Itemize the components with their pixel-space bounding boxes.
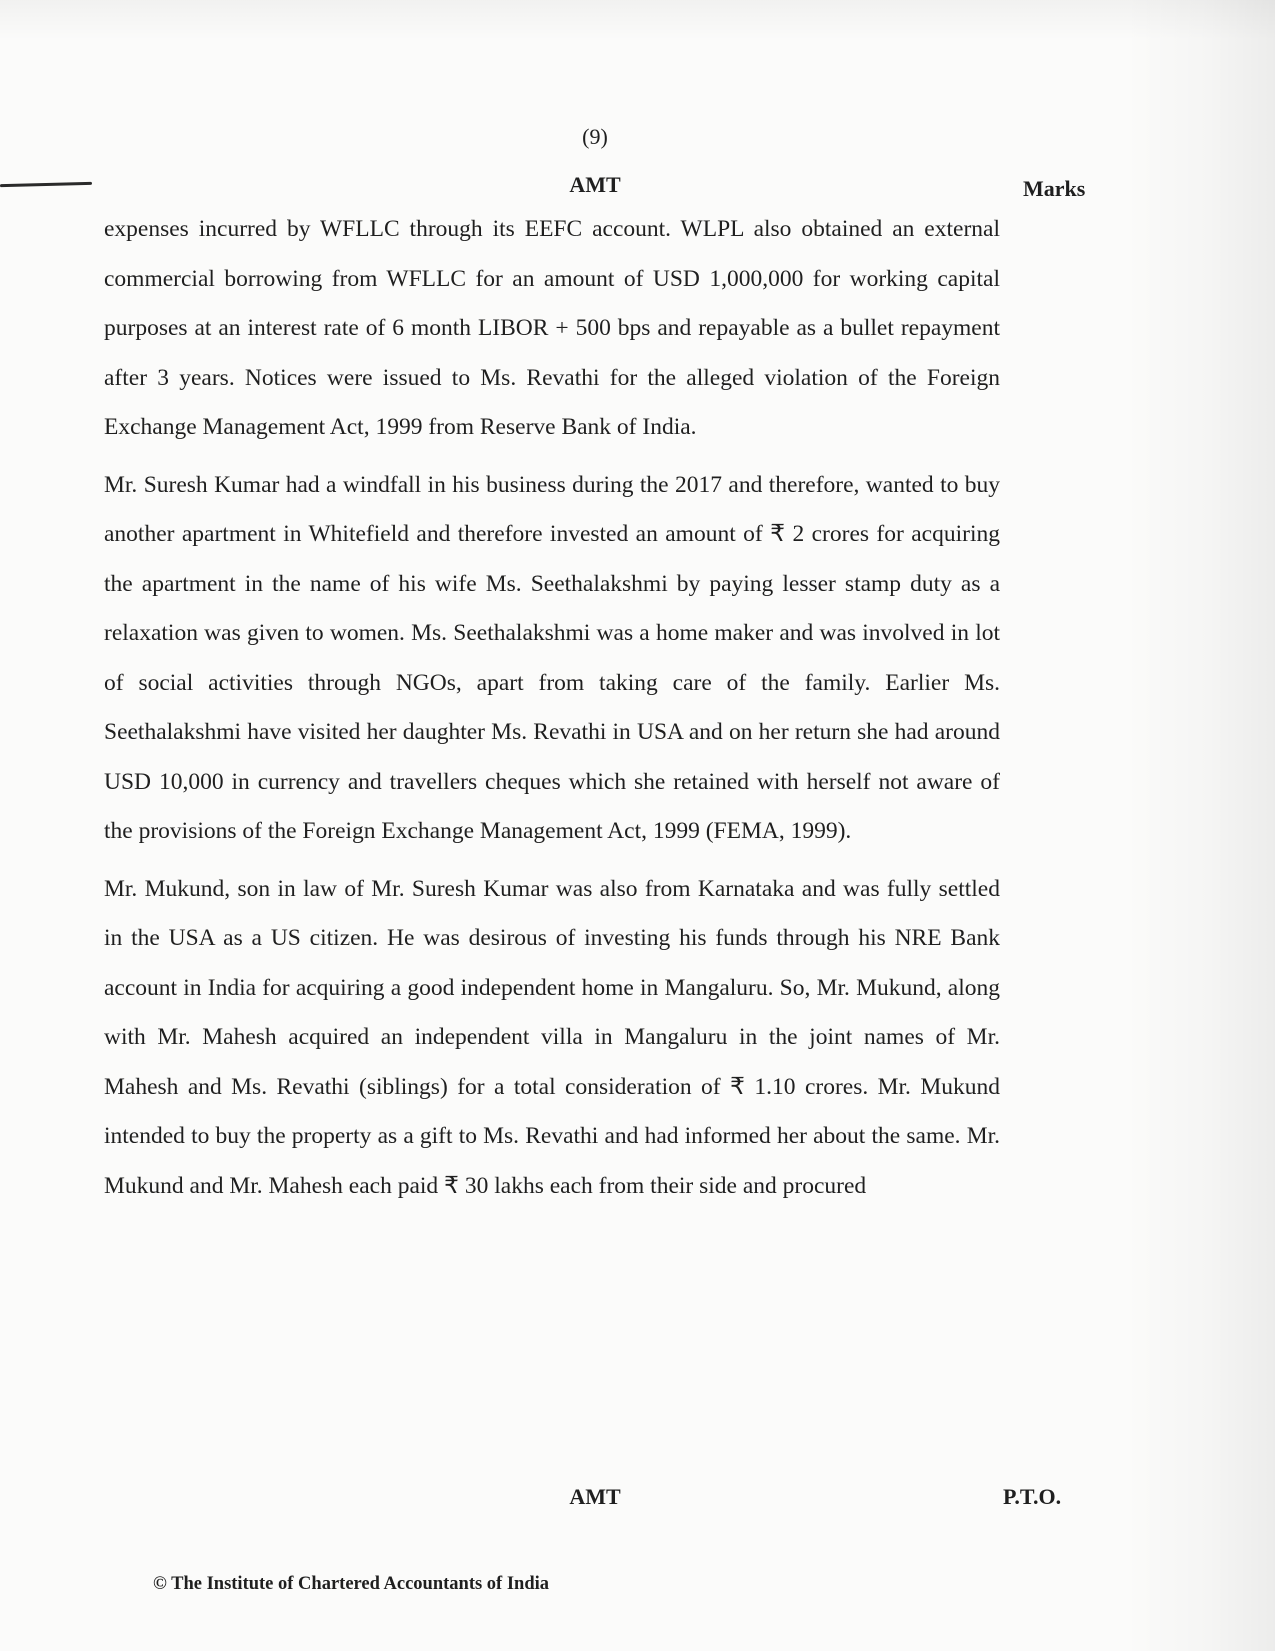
page-number: (9)	[582, 124, 608, 149]
paragraph-1: expenses incurred by WFLLC through its EEFC account. WLPL also obtained an external commercial borrowing from WFLLC for an amount of USD 1,000,000 for working capital purposes at an interest rate of 6 month LIBOR + 500 bps and repayable as a bullet repayment after 3 years. Notices were issued to Ms. Revathi for the alleged violation of the Foreign Exchange Management Act, 1999 from Reserve Bank of India.	[104, 216, 1000, 440]
marks-column-label: Marks	[1023, 176, 1086, 201]
question-body	[104, 205, 1000, 1219]
paragraph-2: Mr. Suresh Kumar had a windfall in his business during the 2017 and therefore, wanted to buy another apartment in Whitefield and therefore invested an amount of ₹ 2 crores for acquiring the apartment in the name of his wife Ms. Seethalakshmi by paying lesser stamp duty as a relaxation was given to women. Ms. Seethalakshmi was a home maker and was involved in lot of social activities through NGOs, apart from taking care of the family. Earlier Ms. Seethalakshmi have visited her daughter Ms. Revathi in USA and on her return she had around USD 10,000 in currency and travellers cheques which she retained with herself not aware of the provisions of the Foreign Exchange Management Act, 1999 (FEMA, 1999).	[104, 471, 1000, 844]
pto-label: P.T.O.	[1003, 1484, 1062, 1509]
footer-title: AMT	[569, 1484, 621, 1509]
paragraph-3: Mr. Mukund, son in law of Mr. Suresh Kumar was also from Karnataka and was fully settled in the USA as a US citizen. He was desirous of investing his funds through his NRE Bank account in India for acquiring a good independent home in Mangaluru. So, Mr. Mukund, along with Mr. Mahesh acquired an independent villa in Mangaluru in the joint names of Mr. Mahesh and Ms. Revathi (siblings) for a total consideration of ₹ 1.10 crores. Mr. Mukund intended to buy the property as a gift to Ms. Revathi and had informed her about the same. Mr. Mukund and Mr. Mahesh each paid ₹ 30 lakhs each from their side and procured	[104, 875, 1000, 1199]
copyright-notice: © The Institute of Chartered Accountants of India	[153, 1574, 550, 1594]
scan-shadow-right	[1125, 0, 1275, 1651]
scan-shadow-top	[0, 0, 1275, 40]
header-title: AMT	[569, 172, 621, 197]
